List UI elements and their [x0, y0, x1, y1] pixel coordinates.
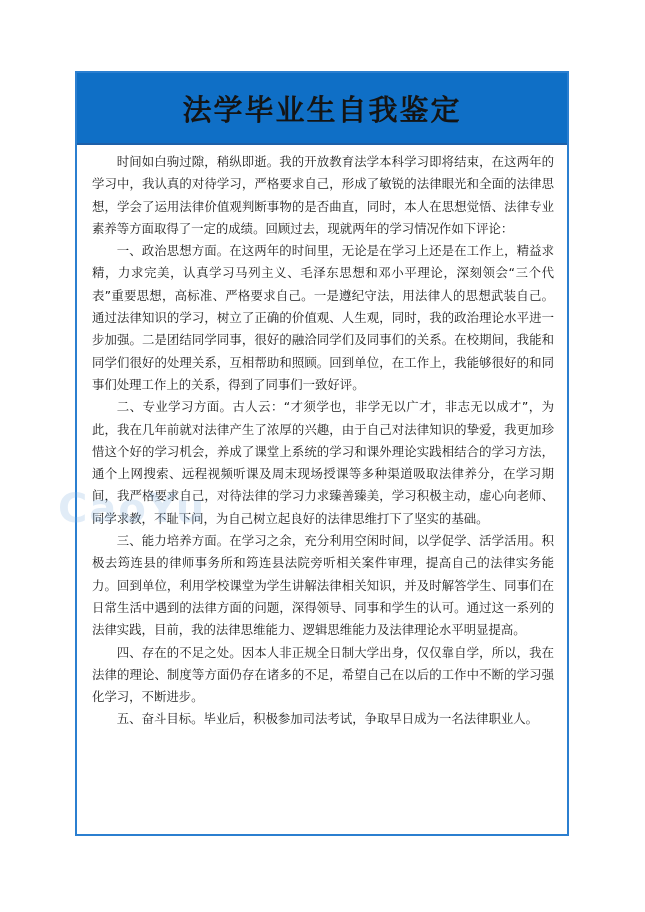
document-frame	[75, 71, 569, 836]
paragraph-political: 一、政治思想方面。在这两年的时间里，无论是在学习上还是在工作上，精益求精，力求完美，认真学习马列主义、毛泽东思想和邓小平理论，深刻领会“三个代表”重要思想，高标准、严格要求自己。一是遵纪守法，用法律人的思想武装自己。通过法律知识的学习，树立了正确的价值观、人生观，同时，我的政治理论水平进一步加强。二是团结同学同事，很好的融洽同学们及同事们的关系。在校期间，我能和同学们很好的处理关系，互相帮助和照顾。回到单位，在工作上，我能够很好的和同事们处理工作上的关系，得到了同事们一致好评。	[92, 243, 554, 392]
paragraph-goals: 五、奋斗目标。毕业后，积极参加司法考试，争取早日成为一名法律职业人。	[116, 711, 539, 727]
title-divider	[77, 143, 567, 145]
watermark-logo: CaoYu	[58, 486, 207, 532]
document-body	[92, 151, 554, 731]
paragraph-intro: 时间如白驹过隙，稍纵即逝。我的开放教育法学本科学习即将结束，在这两年的学习中，我认真的对待学习，严格要求自己，形成了敏锐的法律眼光和全面的法律思想，学会了运用法律价值观判断事物的是否曲直，同时，本人在思想觉悟、法律专业素养等方面取得了一定的成绩。回顾过去，现就两年的学习情况作如下评论：	[92, 154, 554, 236]
paragraph-ability: 三、能力培养方面。在学习之余，充分利用空闲时间，以学促学、活学活用。积极去筠连县的律师事务所和筠连县法院旁听相关案件审理，提高自己的法律实务能力。回到单位，利用学校课堂为学生讲解法律相关知识，并及时解答学生、同事们在日常生活中遇到的法律方面的问题，深得领导、同事和学生的认可。通过这一系列的法律实践，目前，我的法律思维能力、逻辑思维能力及法律理论水平明显提高。	[92, 533, 554, 638]
title-banner	[77, 73, 567, 143]
paragraph-professional: 二、专业学习方面。古人云：“才须学也，非学无以广才，非志无以成才”，为此，我在几年前就对法律产生了浓厚的兴趣，由于自己对法律知识的挚爱，我更加珍惜这个好的学习机会，养成了课堂上系统的学习和课外理论实践相结合的学习方法，通个上网搜索、远程视频听课及周末现场授课等多种渠道吸取法律养分，在学习期间，我严格要求自己，对待法律的学习力求臻善臻美，学习积极主动，虚心向老师、同学求教，不耻下问，为自己树立起良好的法律思维打下了坚实的基础。	[92, 399, 554, 526]
document-title: 法学毕业生自我鉴定	[182, 92, 462, 127]
paragraph-shortcomings: 四、存在的不足之处。因本人非正规全日制大学出身，仅仅靠自学，所以，我在法律的理论、制度等方面仍存在诸多的不足，希望自己在以后的工作中不断的学习强化学习，不断进步。	[92, 644, 554, 705]
